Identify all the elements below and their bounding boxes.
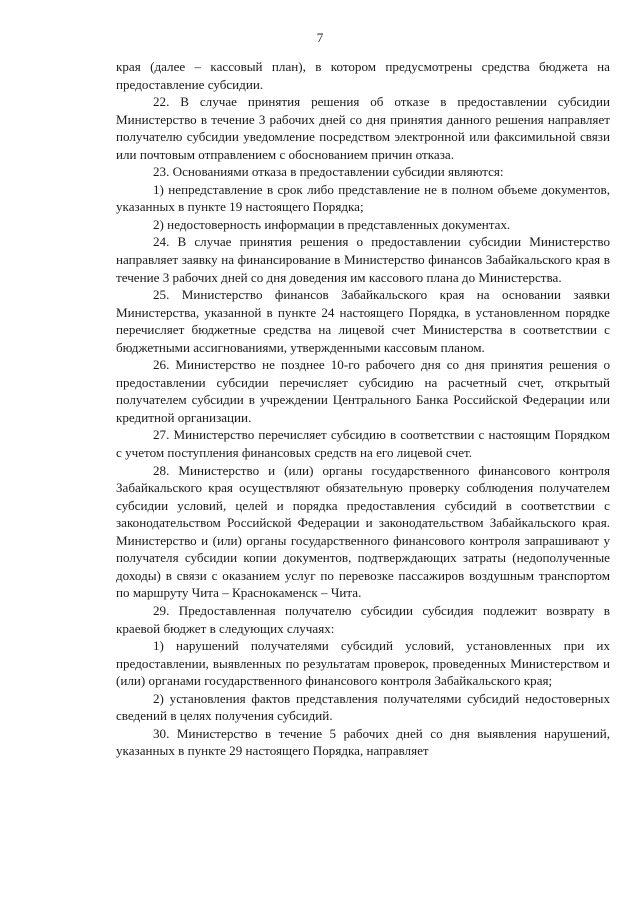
paragraph-22: 22. В случае принятия решения об отказе в предоставлении субсидии Министерство в течение 3 рабочих дней со дня принятия данного решения направляет получателю субсидии уведомление посредством электронной или факсимильной связи или почтовым отправлением с обоснованием причин отказа. <box>116 94 610 162</box>
paragraph-26: 26. Министерство не позднее 10-го рабочего дня со дня принятия решения о предоставлении субсидии перечисляет субсидию на расчетный счет, открытый получателем субсидии в учреждении Центрального Банка Российской Федерации или кредитной организации. <box>116 357 610 425</box>
paragraph-30: 30. Министерство в течение 5 рабочих дней со дня выявления нарушений, указанных в пункте 29 настоящего Порядка, направляет <box>116 725 610 759</box>
paragraph-23: 23. Основаниями отказа в предоставлении субсидии являются: <box>153 164 504 180</box>
paragraph-27: 27. Министерство перечисляет субсидию в соответствии с настоящим Порядком с учетом поступления финансовых средств на его лицевой счет. <box>116 427 610 461</box>
paragraph-29-item-1: 1) нарушений получателями субсидий условий, установленных при их предоставлении, выявленных по результатам проверок, проведенных Министерством и (или) органами государственного финансового контроля Забайкальского края; <box>116 638 610 689</box>
paragraph-29-item-2: 2) установления фактов представления получателями субсидий недостоверных сведений в целях получения субсидий. <box>116 690 610 724</box>
paragraph-23-item-2: 2) недостоверность информации в представленных документах. <box>153 216 511 232</box>
paragraph-25: 25. Министерство финансов Забайкальского края на основании заявки Министерства, указанной в пункте 24 настоящего Порядка, в установленном порядке перечисляет бюджетные средства на лицевой счет Министерства в соответствии с бюджетными ассигнованиями, утвержденными кассовым планом. <box>116 287 610 355</box>
paragraph-28: 28. Министерство и (или) органы государственного финансового контроля Забайкальского края осуществляют обязательную проверку соблюдения получателем субсидии условий, целей и порядка предоставления субсидий в соответствии с законодательством Российской Федерации и законодательством Забайкальского края. Министерство и (или) органы государственного финансового контроля запрашивают у получателя субсидии копии документов, подтверждающих затраты (недополученные доходы) в связи с оказанием услуг по перевозке пассажиров воздушным транспортом по маршруту Чита – Краснокаменск – Чита. <box>116 462 610 601</box>
document-body <box>116 58 610 760</box>
paragraph-23-item-1: 1) непредставление в срок либо представление не в полном объеме документов, указанных в пункте 19 настоящего Порядка; <box>116 181 610 215</box>
page-number: 7 <box>316 30 324 45</box>
paragraph-continuation: края (далее – кассовый план), в котором предусмотрены средства бюджета на предоставление субсидии. <box>116 59 610 92</box>
paragraph-24: 24. В случае принятия решения о предоставлении субсидии Министерство направляет заявку на финансирование в Министерство финансов Забайкальского края в течение 3 рабочих дней со дня доведения им кассового плана до Министерства. <box>116 234 610 285</box>
paragraph-29: 29. Предоставленная получателю субсидии субсидия подлежит возврату в краевой бюджет в следующих случаях: <box>116 602 610 636</box>
